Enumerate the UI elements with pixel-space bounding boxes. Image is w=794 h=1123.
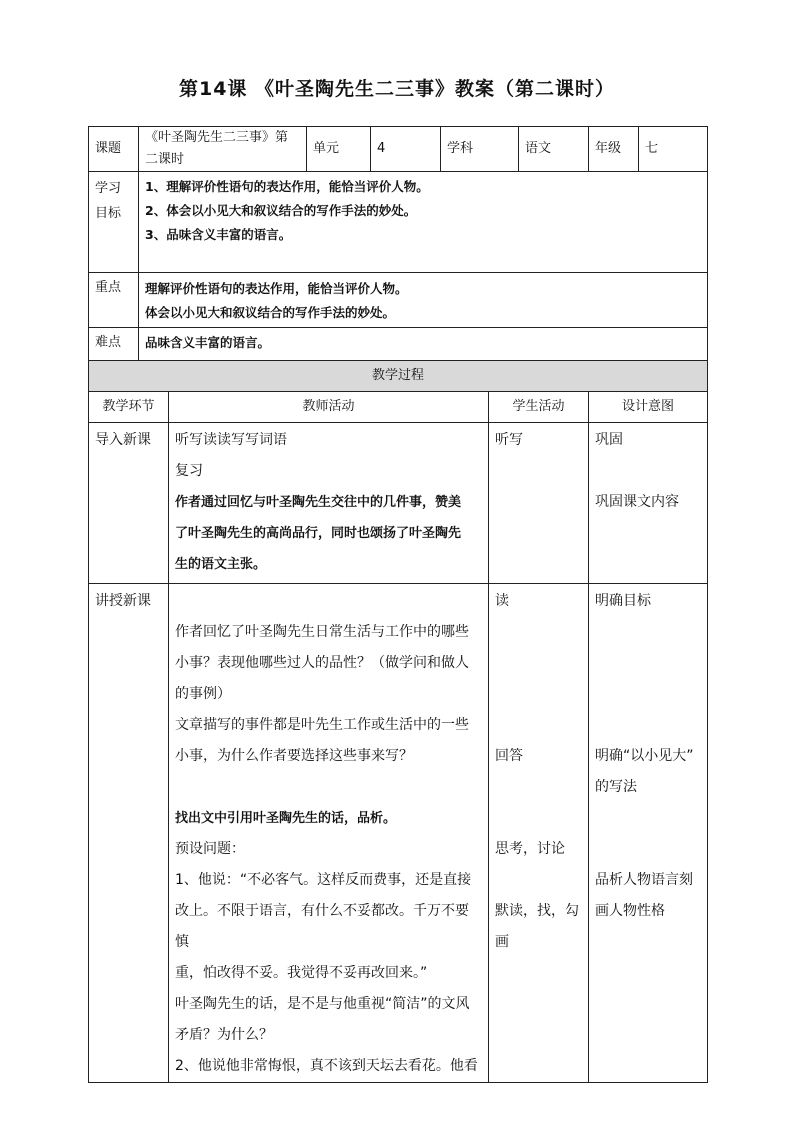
- process-title: 教学过程: [89, 361, 708, 392]
- goal-item: 3、品味含义丰富的语言。: [145, 227, 292, 242]
- student-line: 读: [495, 593, 509, 609]
- student-line: 思考，讨论: [495, 841, 565, 857]
- intro-teacher: [169, 423, 489, 584]
- header-intent: 设计意图: [589, 392, 708, 423]
- teacher-line: 复习: [175, 463, 203, 479]
- header-teacher: 教师活动: [169, 392, 489, 423]
- teacher-line: 矛盾？为什么？: [175, 1027, 273, 1043]
- key-item: 体会以小见大和叙议结合的写作手法的妙处。: [145, 305, 396, 320]
- key-item: 理解评价性语句的表达作用，能恰当评价人物。: [145, 281, 408, 296]
- unit-value: 4: [371, 127, 441, 172]
- new-row: [89, 584, 708, 1083]
- key-label: 重点: [89, 273, 139, 328]
- key-content: [139, 273, 708, 328]
- teacher-line: 重，怕改得不妥。我觉得不妥再改回来。”: [175, 965, 428, 981]
- header-student: 学生活动: [489, 392, 589, 423]
- grade-value: 七: [639, 127, 708, 172]
- new-teacher: [169, 584, 489, 1083]
- intent-line: 明确目标: [595, 593, 651, 609]
- teacher-line: 小事，为什么作者要选择这些事来写？: [175, 748, 413, 764]
- teacher-line: 改上。不限于语言，有什么不妥都改。千万不要慎: [175, 903, 469, 950]
- teacher-line: 小事？表现他哪些过人的品性？（做学问和做人: [175, 655, 469, 671]
- student-line: 默读，找，勾: [495, 903, 579, 919]
- student-line: 回答: [495, 748, 523, 764]
- teacher-line: 预设问题：: [175, 841, 245, 857]
- intent-line: 明确“以小见大”: [595, 748, 694, 764]
- teacher-line: 文章描写的事件都是叶先生工作或生活中的一些: [175, 717, 469, 733]
- intro-row: [89, 423, 708, 584]
- header-stage: 教学环节: [89, 392, 169, 423]
- goals-label-line: 目标: [95, 206, 122, 221]
- subject-label: 学科: [441, 127, 519, 172]
- unit-label: 单元: [307, 127, 371, 172]
- goals-label: [89, 172, 139, 273]
- teacher-line-bold: 找出文中引用叶圣陶先生的话，品析。: [175, 811, 397, 826]
- key-row: [89, 273, 708, 328]
- goals-content: [139, 172, 708, 273]
- intro-student: [489, 423, 589, 584]
- teacher-line: 听写读读写写词语: [175, 432, 287, 448]
- new-student: [489, 584, 589, 1083]
- teacher-line: 1、他说：“不必客气。这样反而费事，还是直接: [175, 872, 472, 888]
- difficulty-text: 品味含义丰富的语言。: [145, 335, 271, 350]
- process-title-row: [89, 361, 708, 392]
- intent-line: 巩固课文内容: [595, 494, 679, 510]
- course-value: 《叶圣陶先生二三事》第二课时: [139, 127, 307, 172]
- teacher-line: 的事例）: [175, 686, 231, 702]
- info-table: [88, 126, 708, 377]
- process-table: [88, 360, 708, 1083]
- intent-line: 巩固: [595, 432, 623, 448]
- teacher-line: 作者回忆了叶圣陶先生日常生活与工作中的哪些: [175, 624, 469, 640]
- teacher-line: 2、他说他非常悔恨，真不该到天坛去看花。他看: [175, 1058, 478, 1074]
- goal-item: 1、理解评价性语句的表达作用，能恰当评价人物。: [145, 179, 429, 194]
- new-intent: [589, 584, 708, 1083]
- subject-value: 语文: [519, 127, 589, 172]
- goals-label-line: 学习: [95, 181, 122, 196]
- intent-line: 品析人物语言刻: [595, 872, 693, 888]
- teacher-line-bold: 生的语文主张。: [175, 557, 267, 572]
- goals-row: [89, 172, 708, 273]
- new-stage: 讲授新课: [89, 584, 169, 1083]
- page-title: 第14课 《叶圣陶先生二三事》教案（第二课时）: [178, 78, 616, 100]
- process-header-row: [89, 392, 708, 423]
- difficulty-label: 难点: [89, 328, 139, 377]
- intro-intent: [589, 423, 708, 584]
- intent-line: 的写法: [595, 779, 637, 795]
- teacher-line: 叶圣陶先生的话，是不是与他重视“简洁”的文风: [175, 996, 470, 1012]
- student-line: 听写: [495, 432, 523, 448]
- teacher-line-bold: 作者通过回忆与叶圣陶先生交往中的几件事，赞美: [175, 495, 462, 510]
- grade-label: 年级: [589, 127, 639, 172]
- info-row: [89, 127, 708, 172]
- goal-item: 2、体会以小见大和叙议结合的写作手法的妙处。: [145, 203, 417, 218]
- intent-line: 画人物性格: [595, 903, 665, 919]
- course-label: 课题: [89, 127, 139, 172]
- intro-stage: 导入新课: [89, 423, 169, 584]
- teacher-line-bold: 了叶圣陶先生的高尚品行，同时也颂扬了叶圣陶先: [175, 526, 462, 541]
- student-line: 画: [495, 934, 509, 950]
